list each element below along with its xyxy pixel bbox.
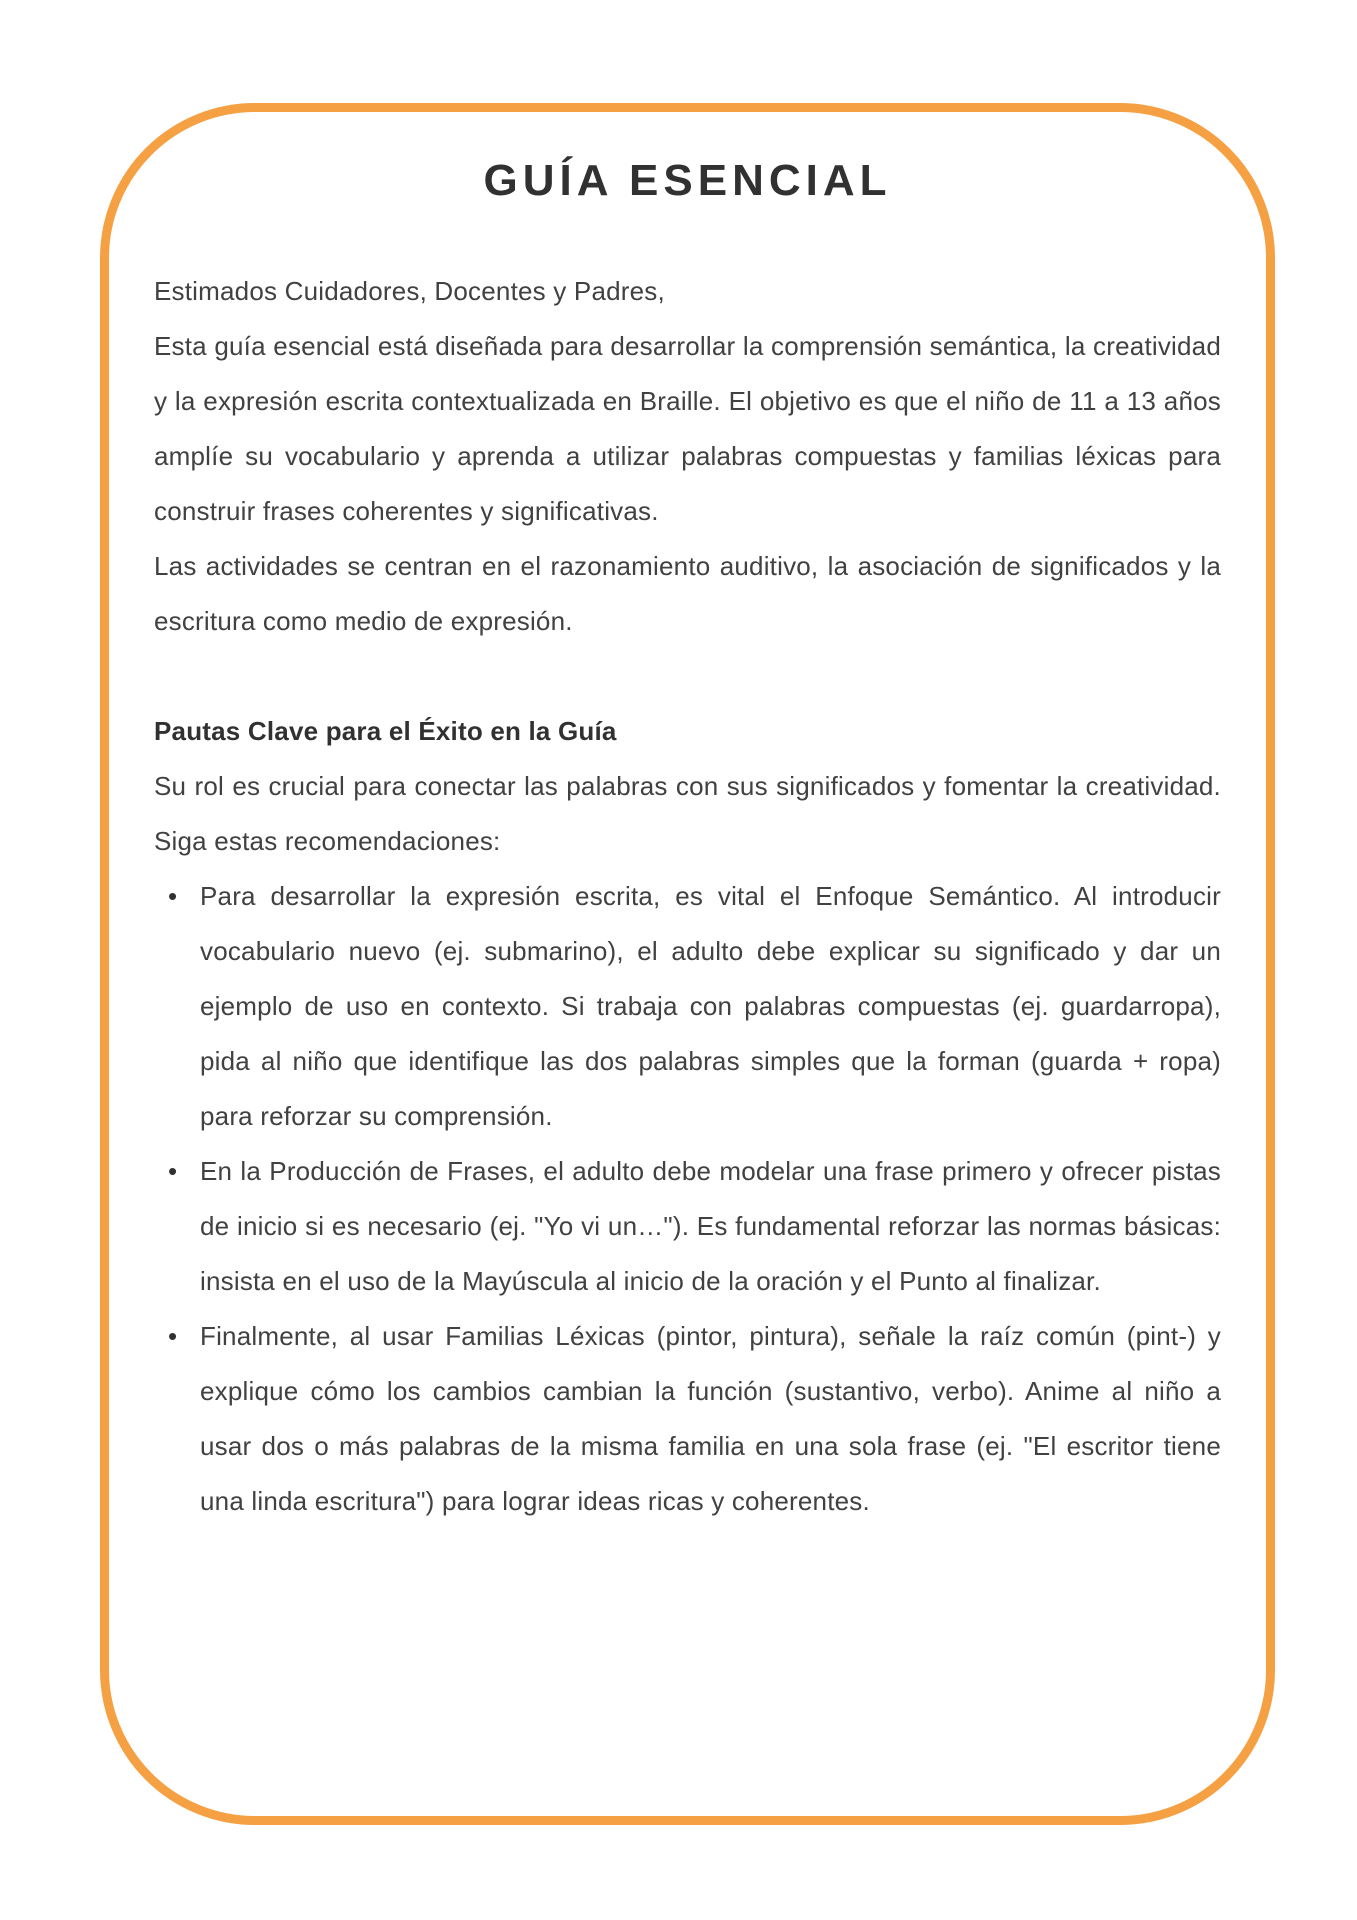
list-item xyxy=(154,1144,1221,1309)
bullet-icon: • xyxy=(168,881,178,911)
salutation: Estimados Cuidadores, Docentes y Padres, xyxy=(154,276,665,306)
guidelines-list xyxy=(154,869,1221,1529)
list-item xyxy=(154,869,1221,1144)
bullet-text: En la Producción de Frases, el adulto debe modelar una frase primero y ofrecer pistas de inicio si es necesario (ej. "Yo vi un…"). Es fundamental reforzar las normas básicas: insista en el uso de la Mayúscula al inicio de la oración y el Punto al finalizar. xyxy=(200,1156,1221,1296)
page-title: GUÍA ESENCIAL xyxy=(483,156,892,205)
bullet-icon: • xyxy=(168,1156,178,1186)
intro-paragraph: Las actividades se centran en el razonamiento auditivo, la asociación de significados y la escritura como medio de expresión. xyxy=(154,551,1221,636)
document-body xyxy=(109,112,1266,1529)
document-frame xyxy=(100,103,1275,1825)
intro-paragraph: Esta guía esencial está diseñada para desarrollar la comprensión semántica, la creatividad y la expresión escrita contextualizada en Braille. El objetivo es que el niño de 11 a 13 años amplíe su vocabulario y aprenda a utilizar palabras compuestas y familias léxicas para construir frases coherentes y significativas. xyxy=(154,331,1221,526)
bullet-text: Para desarrollar la expresión escrita, es vital el Enfoque Semántico. Al introducir vocabulario nuevo (ej. submarino), el adulto debe explicar su significado y dar un ejemplo de uso en contexto. Si trabaja con palabras compuestas (ej. guardarropa), pida al niño que identifique las dos palabras simples que la forman (guarda + ropa) para reforzar su comprensión. xyxy=(200,881,1221,1131)
section-lead: Su rol es crucial para conectar las palabras con sus significados y fomentar la creatividad. Siga estas recomendaciones: xyxy=(154,771,1221,856)
section-heading: Pautas Clave para el Éxito en la Guía xyxy=(154,716,617,746)
document-content xyxy=(154,264,1221,1529)
list-item xyxy=(154,1309,1221,1529)
bullet-icon: • xyxy=(168,1321,178,1351)
bullet-text: Finalmente, al usar Familias Léxicas (pintor, pintura), señale la raíz común (pint-) y explique cómo los cambios cambian la función (sustantivo, verbo). Anime al niño a usar dos o más palabras de la misma familia en una sola frase (ej. "El escritor tiene una linda escritura") para lograr ideas ricas y coherentes. xyxy=(200,1321,1221,1516)
